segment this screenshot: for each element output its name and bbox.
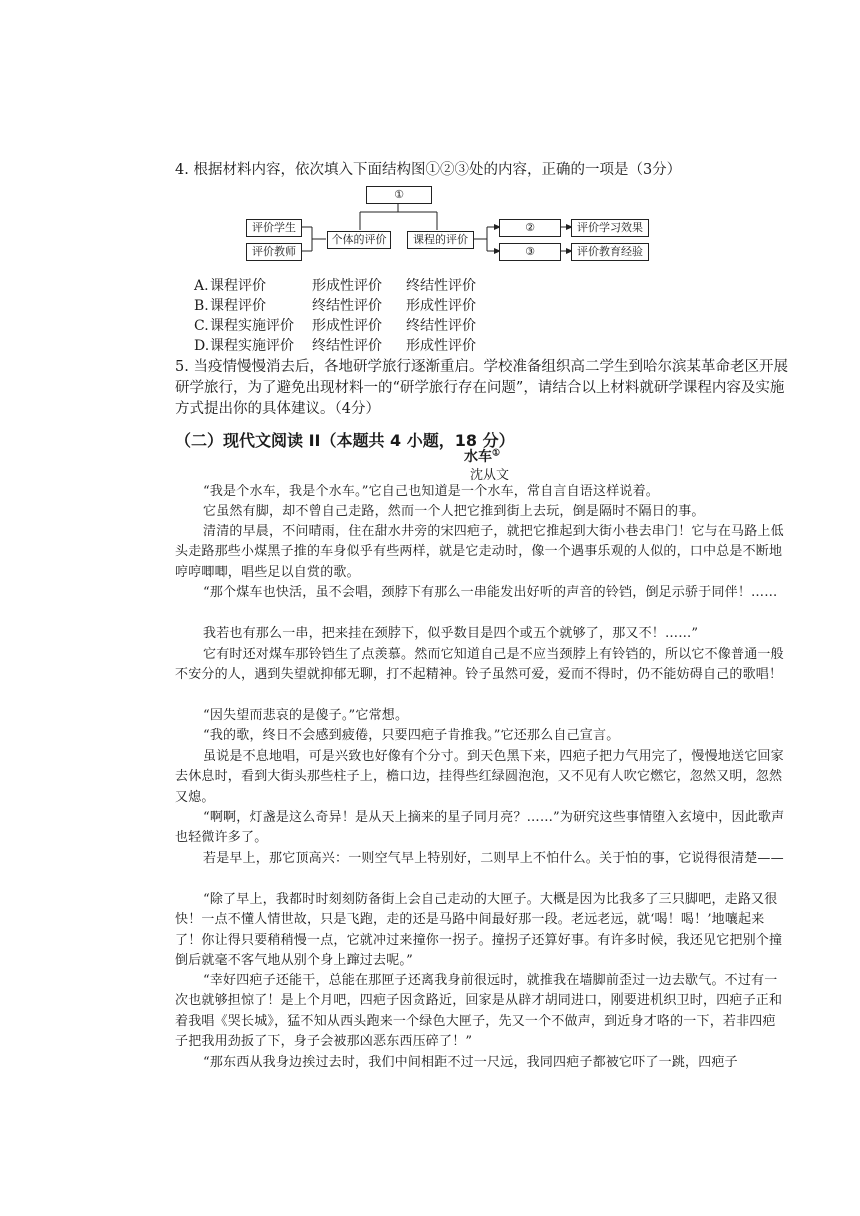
diagram-box-evaluate-teachers: 评价教师 [246,243,302,261]
option-c: C.课程实施评价 形成性评价 终结性评价 [194,318,476,334]
paragraph: 它有时还对煤车那铃铛生了点羡慕。然而它知道自己是不应当颈脖上有铃铛的，所以它不像普通一般不安分的人，遇到失望就抑郁无聊，打不起精神。铃子虽然可爱，爱而不得时，仍不能妨碍自己的歌唱！ [175,647,784,683]
diagram-box-2: ② [499,219,561,237]
diagram-box-1: ① [366,186,432,204]
question-5-line-2: 研学旅行，为了避免出现材料一的“研学旅行存在问题”，请结合以上材料就研学课程内容及实施 [175,380,785,396]
paragraph: 我若也有那么一串，把来挂在颈脖下，似乎数目是四个或五个就够了，那又不！……” [203,626,699,641]
diagram-box-learning-effect: 评价学习效果 [571,219,649,237]
article-author: 沈从文 [470,468,510,483]
option-d: D.课程实施评价 终结性评价 形成性评价 [194,338,476,354]
question-4-stem: 4. 根据材料内容，依次填入下面结构图①②③处的内容，正确的一项是（3分） [175,162,682,178]
diagram-connectors [0,0,860,300]
question-5-line-1: 5. 当疫情慢慢消去后，各地研学旅行逐渐重启。学校准备组织高二学生到哈尔滨某革命老区开展 [175,359,788,375]
paragraph: “因失望而悲哀的是傻子。”它常想。 [203,708,409,723]
paragraph: “幸好四疤子还能干，总能在那匣子还离我身前很远时，就推我在墙脚前歪过一边去歇气。不过有一次也就够担惊了！是上个月吧，四疤子因贪路近，回家是从辟才胡同进口，刚要进机织卫时，四疤子正和着我唱《哭长城》，猛不知从西头跑来一个绿色大匣子，先又一个不做声，到近身才咯的一下，若非四疤子把我用劲扳了下，身子会被那凶恶东西压碎了！” [175,973,783,1050]
paragraph: “那东西从我身边挨过去时，我们中间相距不过一尺远，我同四疤子都被它吓了一跳，四疤子 [203,1055,738,1070]
paragraph: “我的歌，终日不会感到疲倦，只要四疤子肯推我。”它还那么自己宣言。 [203,728,620,743]
paragraph: “啊啊，灯盏是这么奇异！是从天上摘来的星子同月亮？……”为研究这些事情堕入玄境中，因此歌声也轻微许多了。 [175,810,785,846]
article-title: 水车① [464,448,501,465]
paragraph: “那个煤车也快活，虽不会唱，颈脖下有那么一串能发出好听的声音的铃铛，倒足示骄于同伴！…… [203,585,778,600]
diagram-box-course: 课程的评价 [407,231,474,249]
option-a: A.课程评价 形成性评价 终结性评价 [194,278,476,294]
section-heading: （二）现代文阅读 II（本题共 4 小题，18 分） [175,431,515,450]
paragraph: “我是个水车，我是个水车。”它自己也知道是一个水车，常自言自语这样说着。 [203,484,659,499]
option-b: B.课程评价 终结性评价 形成性评价 [194,298,476,314]
diagram-box-evaluate-students: 评价学生 [246,219,302,237]
diagram-box-education-experience: 评价教育经验 [571,243,649,261]
paragraph: “除了早上，我都时时刻刻防备街上会自己走动的大匣子。大概是因为比我多了三只脚吧，走路又很快！一点不懂人情世故，只是飞跑，走的还是马路中间最好那一段。老远老远，就‘喝！喝！’地嚷起来了！你让得只要稍稍慢一点，它就冲过来撞你一拐子。撞拐子还算好事。有许多时候，我还见它把别个撞倒后就毫不客气地从别个身上蹿过去呢。” [175,892,783,969]
paragraph: 它虽然有脚，却不曾自己走路，然而一个人把它推到街上去玩，倒是隔时不隔日的事。 [203,504,705,519]
paragraph: 虽说是不息地唱，可是兴致也好像有个分寸。到天色黑下来，四疤子把力气用完了，慢慢地送它回家去休息时，看到大街头那些柱子上，檐口边，挂得些红绿圆泡泡，又不见有人吹它燃它，忽然又明，忽然又熄。 [175,749,784,805]
diagram-box-individual: 个体的评价 [327,231,391,249]
paragraph: 若是早上，那它顶高兴：一则空气早上特别好，二则早上不怕什么。关于怕的事，它说得很清楚—— [203,851,784,866]
diagram-box-3: ③ [499,243,561,261]
question-5-line-3: 方式提出你的具体建议。（4分） [175,401,380,417]
paragraph: 清清的早晨，不问晴雨，住在甜水井旁的宋四疤子，就把它推起到大街小巷去串门！它与在马路上低头走路那些小煤黑子推的车身似乎有些两样，就是它走动时，像一个遇事乐观的人似的，口中总是不断地哼哼唧唧，唱些足以自赏的歌。 [175,524,784,580]
